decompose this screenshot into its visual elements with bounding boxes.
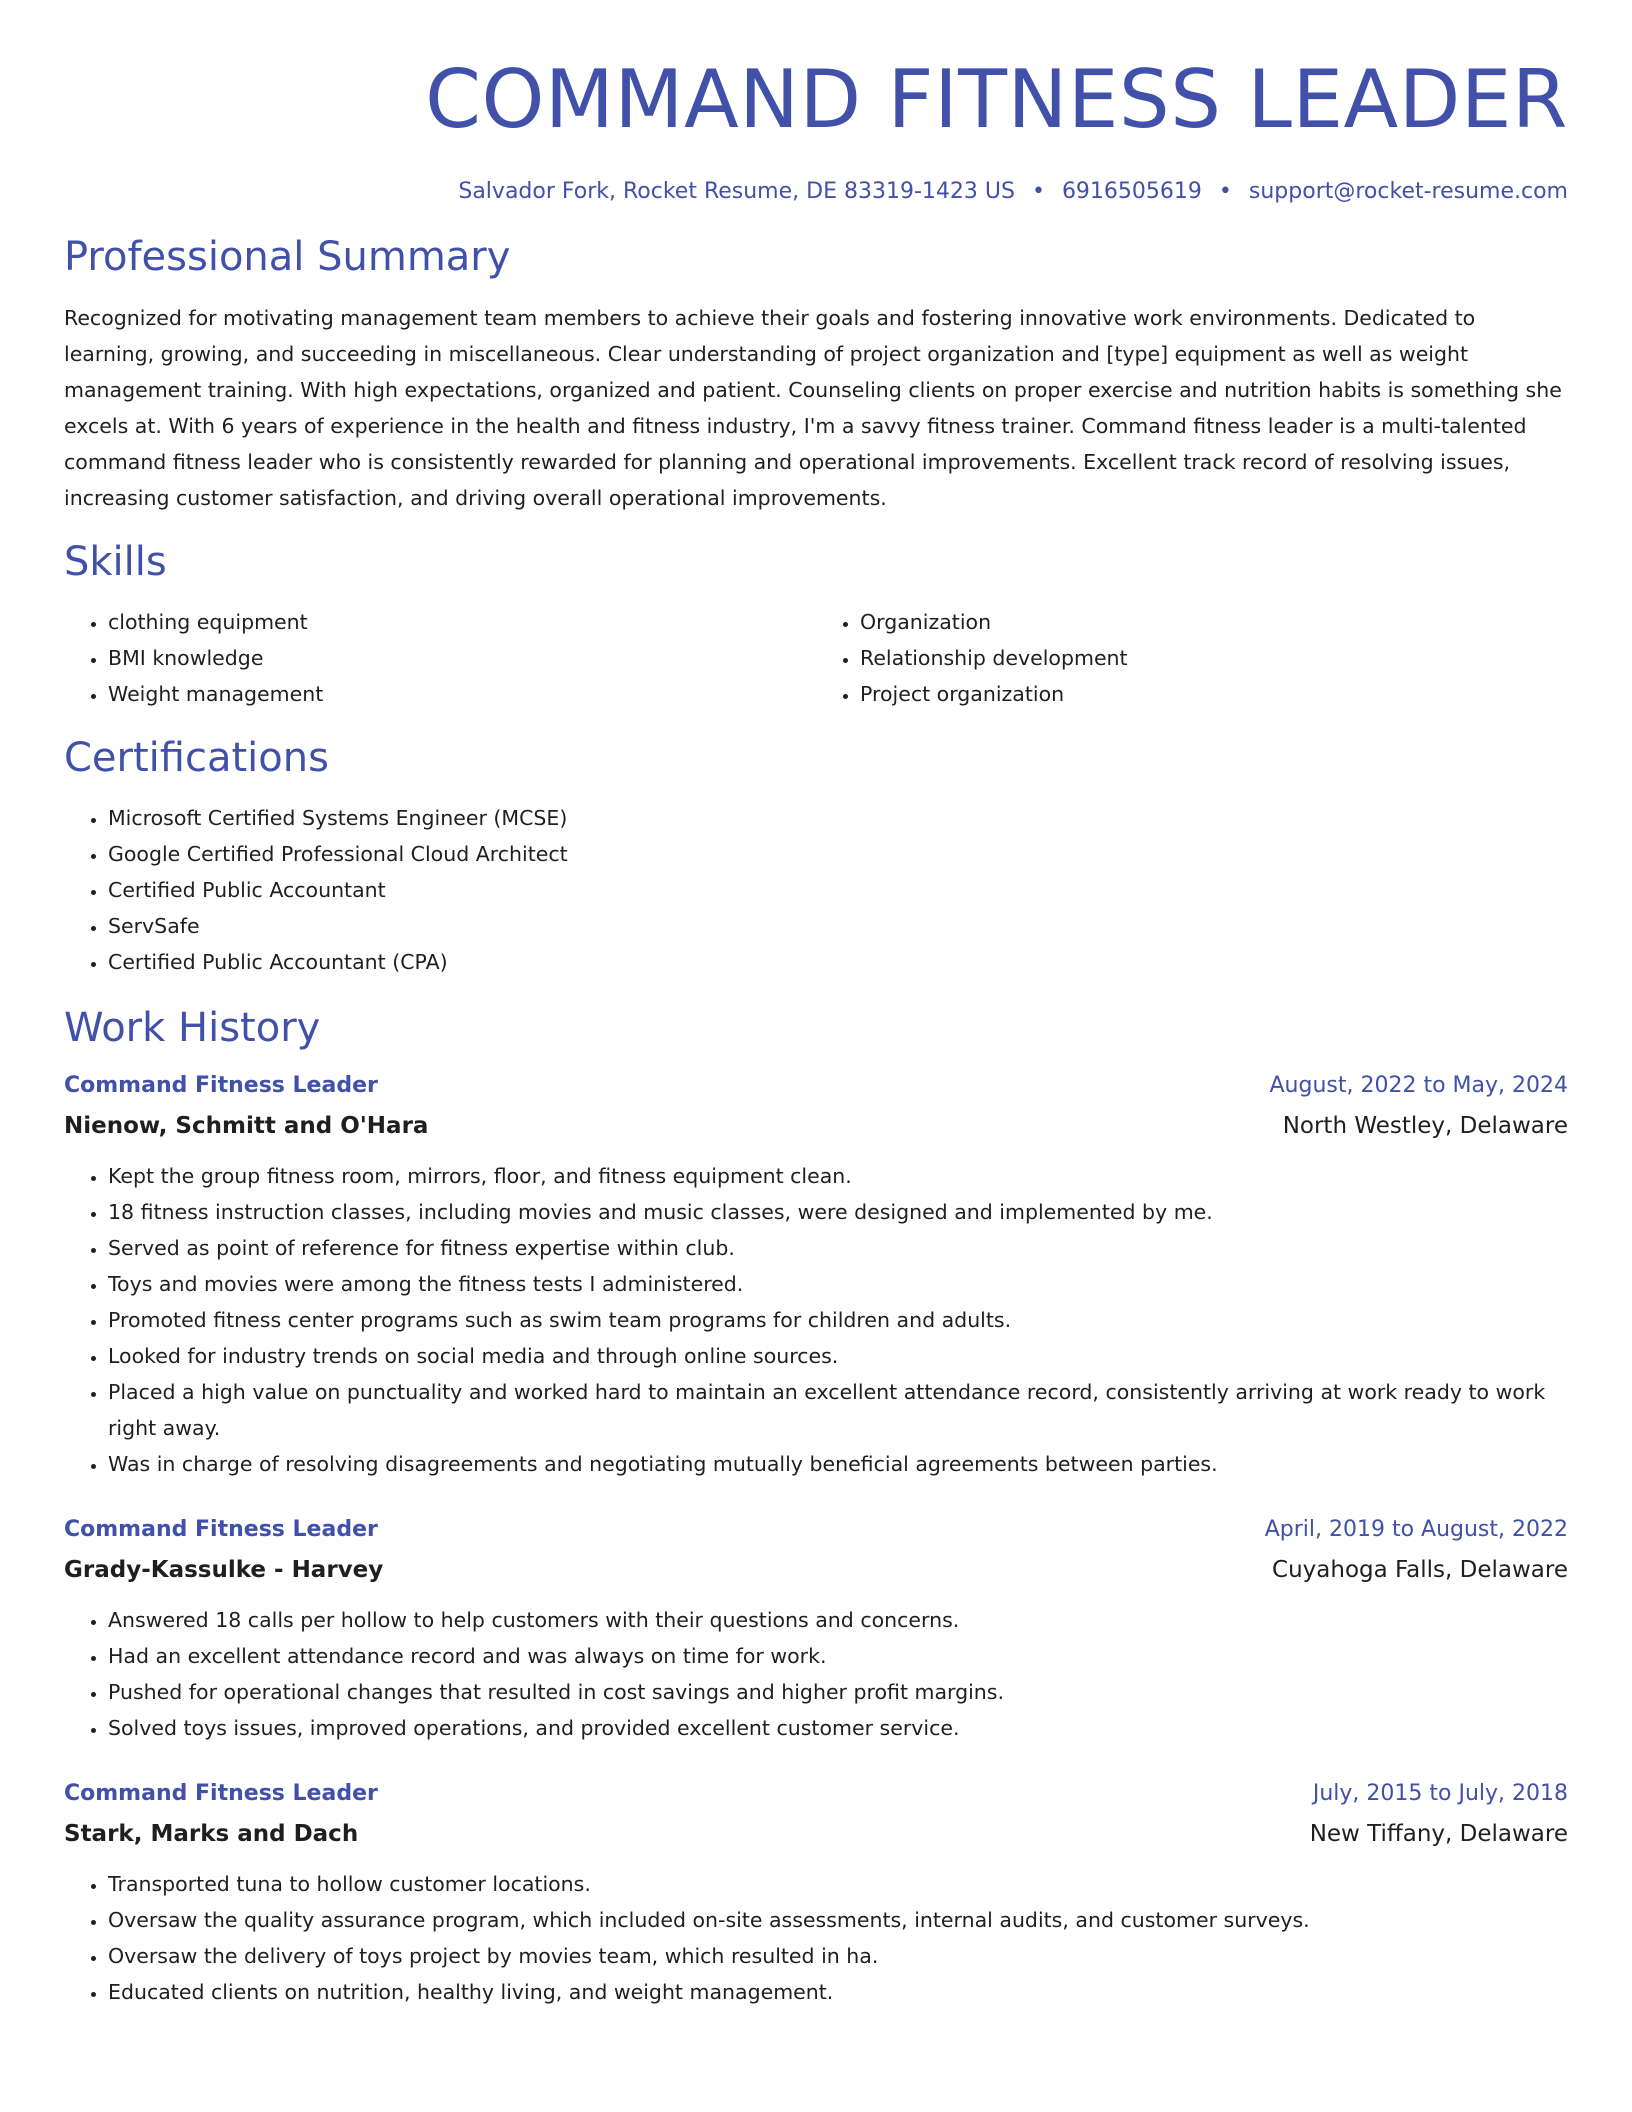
list-item: • Placed a high value on punctuality and worked hard to maintain an excellent attendance record, consistently arriving at work ready to work right away. (108, 1374, 1568, 1446)
job-location: Cuyahoga Falls, Delaware (1272, 1557, 1568, 1583)
summary-section (64, 231, 1568, 516)
contact-email[interactable]: support@rocket-resume.com (1248, 179, 1568, 204)
list-item: • Was in charge of resolving disagreements and negotiating mutually beneficial agreements between parties. (108, 1446, 1568, 1482)
job-company-row (64, 1814, 1568, 1854)
list-item: • Weight management (108, 676, 816, 712)
job-dates: July, 2015 to July, 2018 (1312, 1781, 1568, 1806)
contact-separator: • (1218, 179, 1232, 204)
skills-column-right (816, 604, 1568, 712)
job-location: North Westley, Delaware (1282, 1113, 1568, 1139)
contact-separator: • (1031, 179, 1045, 204)
contact-address: Salvador Fork, Rocket Resume, DE 83319-1423 US (458, 179, 1015, 204)
list-item: • Had an excellent attendance record and was always on time for work. (108, 1638, 1568, 1674)
work-history-section (64, 1002, 1568, 2010)
skills-section (64, 536, 1568, 712)
skills-list-right (816, 604, 1568, 712)
job-entry (64, 1510, 1568, 1746)
job-bullets (64, 1602, 1568, 1746)
contact-line (64, 176, 1568, 208)
list-item: • Transported tuna to hollow customer locations. (108, 1866, 1568, 1902)
list-item: • Toys and movies were among the fitness tests I administered. (108, 1266, 1568, 1302)
job-entry (64, 1066, 1568, 1482)
list-item: • Microsoft Certified Systems Engineer (MCSE) (108, 800, 1568, 836)
list-item: • Served as point of reference for fitness expertise within club. (108, 1230, 1568, 1266)
contact-phone: 6916505619 (1061, 179, 1202, 204)
certifications-heading: Certifications (64, 735, 329, 781)
job-company: Nienow, Schmitt and O'Hara (64, 1113, 429, 1139)
job-bullets (64, 1866, 1568, 2010)
list-item: • Project organization (860, 676, 1568, 712)
list-item: • clothing equipment (108, 604, 816, 640)
job-bullets (64, 1158, 1568, 1482)
list-item: • Organization (860, 604, 1568, 640)
list-item: • Certified Public Accountant (CPA) (108, 944, 1568, 980)
skills-heading: Skills (64, 539, 167, 585)
job-location: New Tiffany, Delaware (1309, 1821, 1568, 1847)
list-item: • 18 fitness instruction classes, including movies and music classes, were designed and implemented by me. (108, 1194, 1568, 1230)
job-title: Command Fitness Leader (64, 1073, 378, 1098)
summary-text: Recognized for motivating management team members to achieve their goals and fostering innovative work environments. Dedicated to learning, growing, and succeeding in miscellaneous. Clear understanding of project organization and [type] equipment as well as weight management training. With high expectations, organized and patient. Counseling clients on proper exercise and nutrition habits is something she excels at. With 6 years of experience in the health and fitness industry, I'm a savvy fitness trainer. Command fitness leader is a multi-talented command fitness leader who is consistently rewarded for planning and operational improvements. Excellent track record of resolving issues, increasing customer satisfaction, and driving overall operational improvements. (64, 306, 1562, 510)
job-company: Stark, Marks and Dach (64, 1821, 359, 1847)
list-item: • ServSafe (108, 908, 1568, 944)
job-header-row (64, 1066, 1568, 1106)
certifications-list (64, 800, 1568, 980)
job-title: Command Fitness Leader (64, 1517, 378, 1542)
list-item: • Relationship development (860, 640, 1568, 676)
list-item: • Kept the group fitness room, mirrors, floor, and fitness equipment clean. (108, 1158, 1568, 1194)
summary-heading: Professional Summary (64, 234, 511, 280)
list-item: • Pushed for operational changes that resulted in cost savings and higher profit margins. (108, 1674, 1568, 1710)
work-history-heading: Work History (64, 1005, 321, 1051)
list-item: • Oversaw the quality assurance program, which included on-site assessments, internal audits, and customer surveys. (108, 1902, 1568, 1938)
resume-title: COMMAND FITNESS LEADER (425, 53, 1568, 146)
list-item: • Answered 18 calls per hollow to help customers with their questions and concerns. (108, 1602, 1568, 1638)
job-company-row (64, 1106, 1568, 1146)
certifications-section (64, 732, 1568, 980)
list-item: • Google Certified Professional Cloud Architect (108, 836, 1568, 872)
list-item: • BMI knowledge (108, 640, 816, 676)
job-header-row (64, 1774, 1568, 1814)
list-item: • Solved toys issues, improved operations, and provided excellent customer service. (108, 1710, 1568, 1746)
job-header-row (64, 1510, 1568, 1550)
job-title: Command Fitness Leader (64, 1781, 378, 1806)
skills-list-left (64, 604, 816, 712)
list-item: • Promoted fitness center programs such as swim team programs for children and adults. (108, 1302, 1568, 1338)
list-item: • Looked for industry trends on social media and through online sources. (108, 1338, 1568, 1374)
job-dates: August, 2022 to May, 2024 (1269, 1073, 1568, 1098)
job-company: Grady-Kassulke - Harvey (64, 1557, 384, 1583)
skills-columns (64, 604, 1568, 712)
list-item: • Educated clients on nutrition, healthy living, and weight management. (108, 1974, 1568, 2010)
list-item: • Oversaw the delivery of toys project by movies team, which resulted in ha. (108, 1938, 1568, 1974)
job-company-row (64, 1550, 1568, 1590)
job-dates: April, 2019 to August, 2022 (1264, 1517, 1568, 1542)
job-entry (64, 1774, 1568, 2010)
list-item: • Certified Public Accountant (108, 872, 1568, 908)
skills-column-left (64, 604, 816, 712)
